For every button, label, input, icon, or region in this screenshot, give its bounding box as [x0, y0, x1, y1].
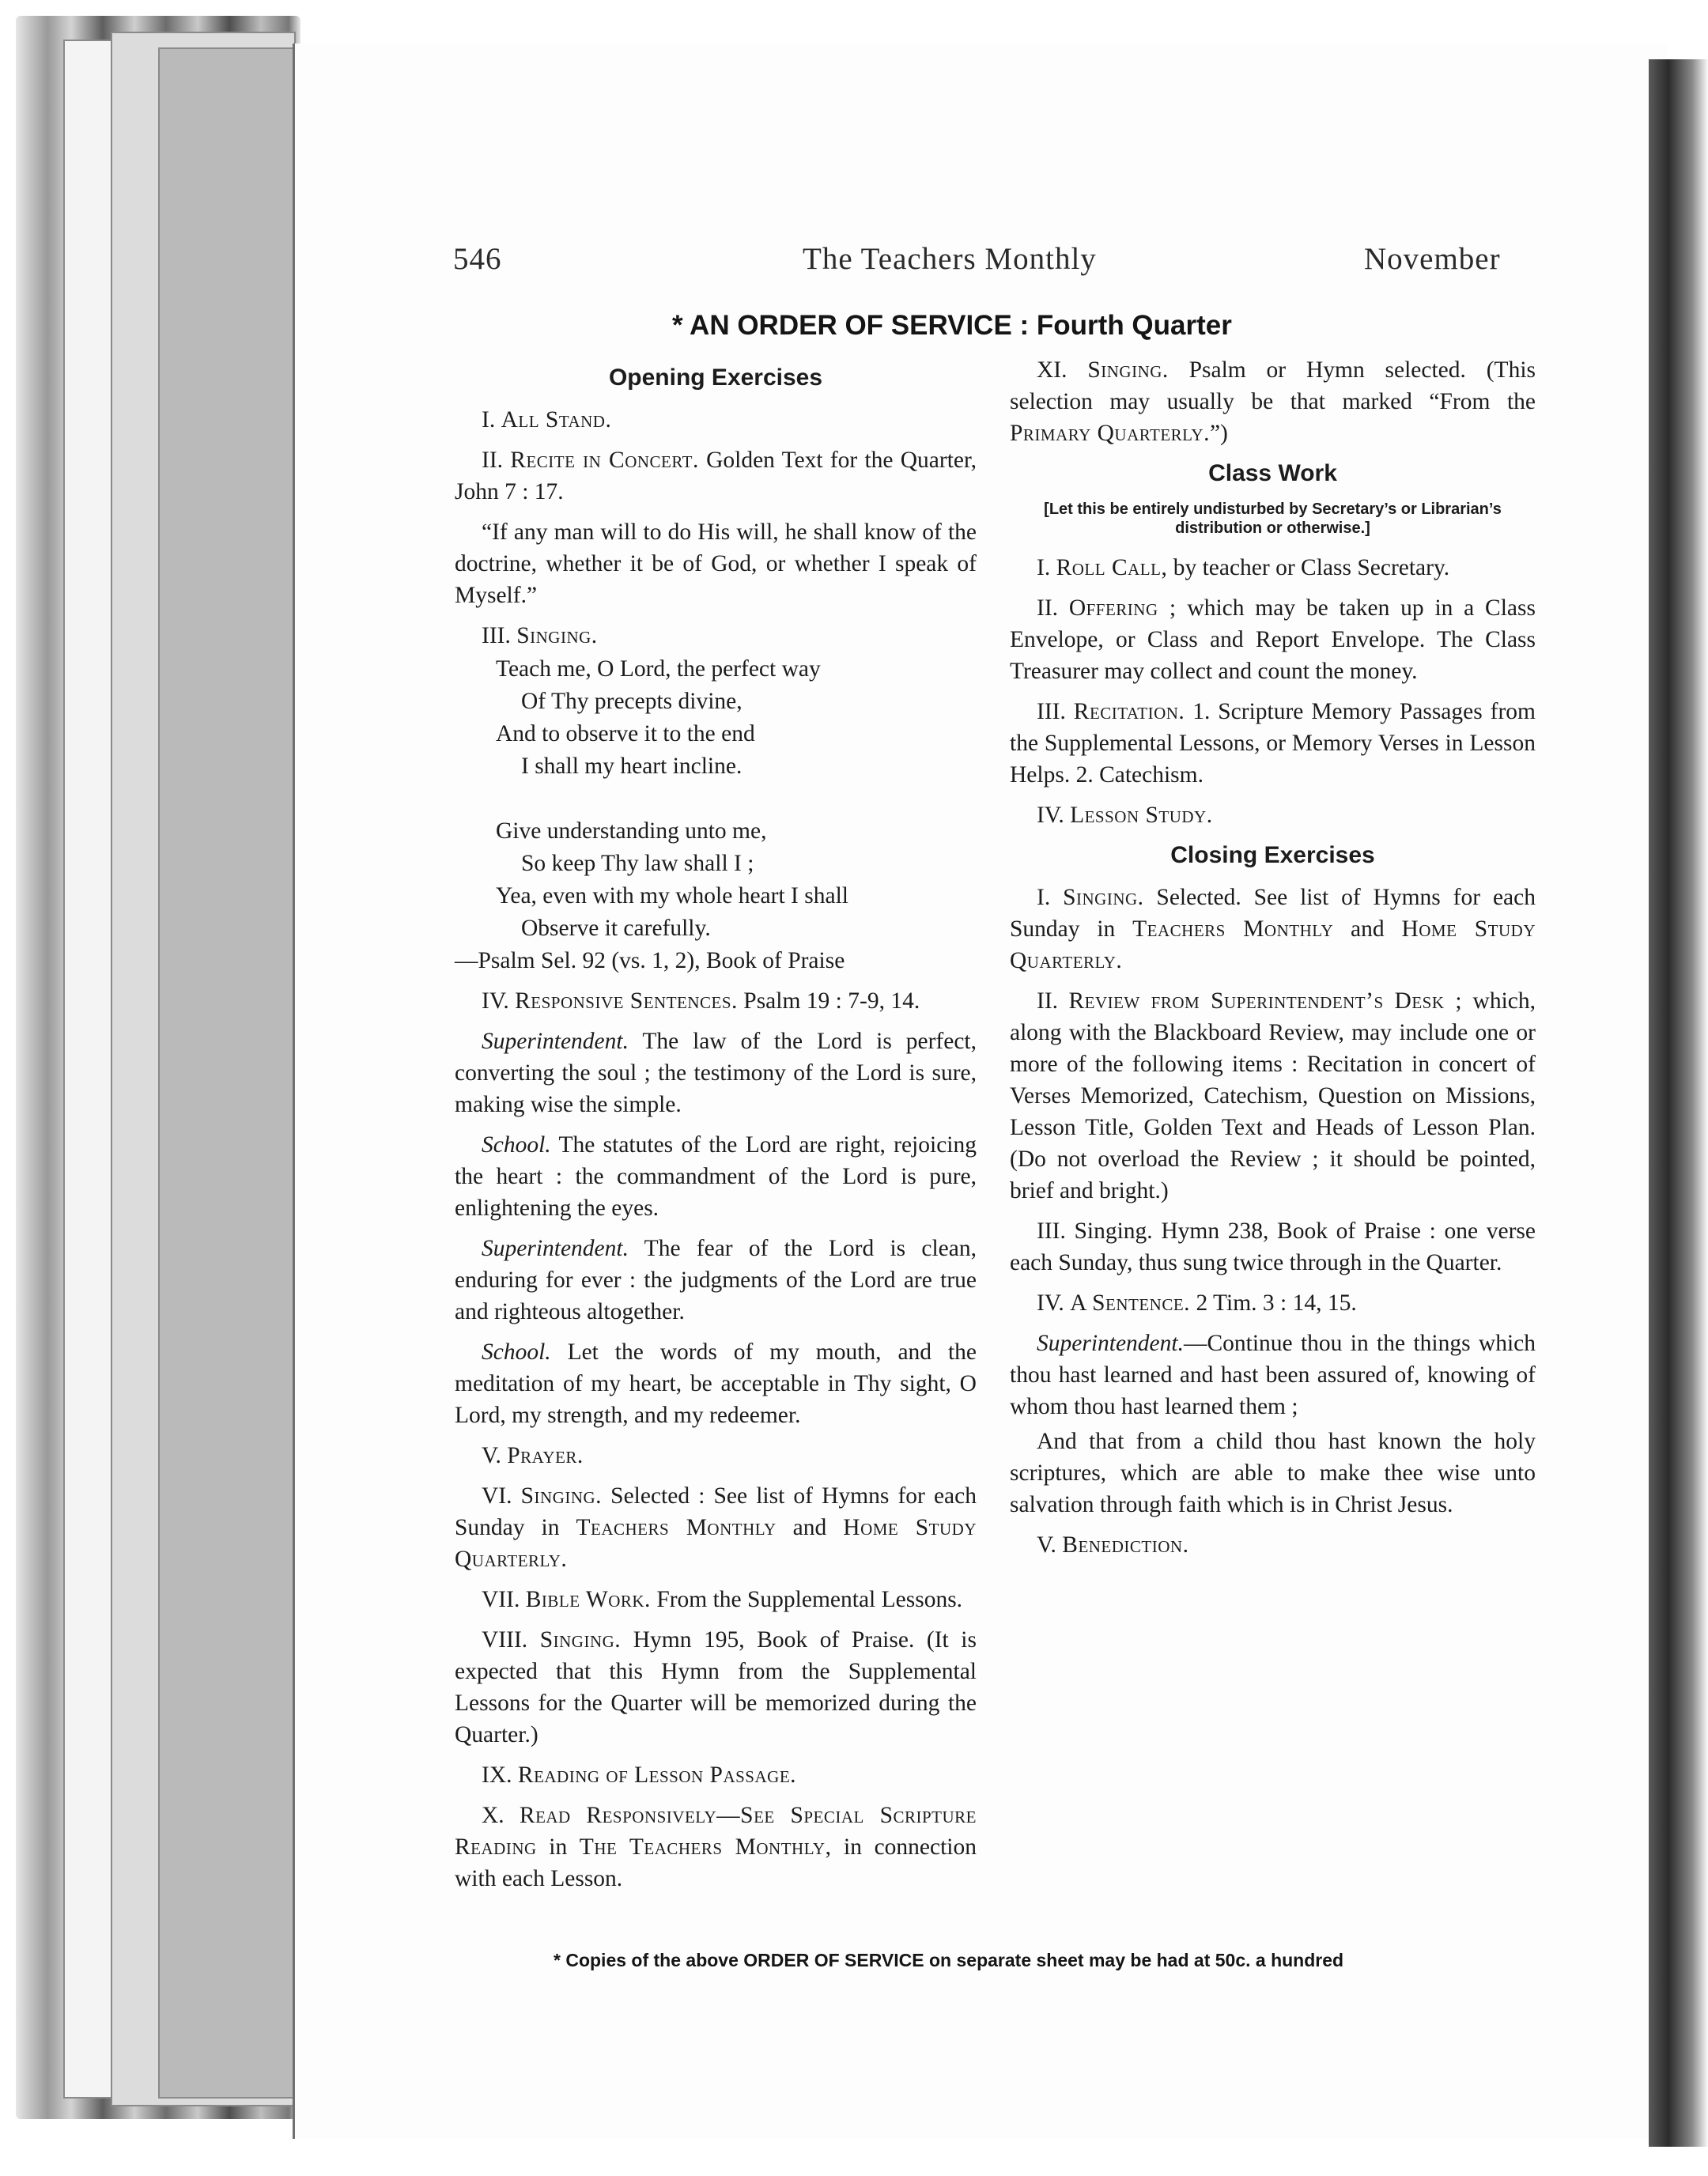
left-column	[455, 354, 977, 1903]
item-opening-v: V. Prayer.	[482, 1443, 584, 1468]
section-heading-classwork: Class Work	[1208, 460, 1337, 486]
footnote: * Copies of the above ORDER OF SERVICE on separate sheet may be had at 50c. a hundred	[554, 1950, 1344, 1970]
item-opening-iv: IV. Responsive Sentences. Psalm 19 : 7-9, 14.	[482, 988, 920, 1014]
running-month: November	[1364, 242, 1501, 276]
book-binding	[1649, 59, 1708, 2147]
classwork-note: [Let this be entirely undisturbed by Secretary’s or Librarian’s distribution or otherwise.]	[1044, 501, 1502, 537]
item-classwork-ii: II. Offering ; which may be taken up in a Class Envelope, or Class and Report Envelope. The Class Treasurer may collect and count the money.	[1010, 595, 1536, 684]
title-main: AN ORDER OF SERVICE :	[690, 310, 1037, 341]
item-closing-i: I. Singing. Selected. See list of Hymns for each Sunday in Teachers Monthly and Home Study Quarterly.	[1010, 885, 1536, 973]
item-opening-x: X. Read Responsively—See Special Scripture Reading in The Teachers Monthly, in connection with each Lesson.	[455, 1803, 977, 1891]
item-opening-xi: XI. Singing. Psalm or Hymn selected. (This selection may usually be that marked “From the Primary Quarterly.”)	[1010, 357, 1536, 446]
item-opening-i: I. All Stand.	[482, 407, 612, 433]
item-opening-vi: VI. Singing. Selected : See list of Hymns for each Sunday in Teachers Monthly and Home Study Quarterly.	[455, 1483, 977, 1572]
responsive-sentence: Superintendent. The law of the Lord is perfect, converting the soul ; the testimony of the Lord is sure, making wise the simple.	[455, 1029, 977, 1117]
item-opening-vii: VII. Bible Work. From the Supplemental Lessons.	[482, 1587, 963, 1612]
responsive-sentence: Superintendent. The fear of the Lord is clean, enduring for ever : the judgments of the Lord are true and righteous altogether.	[455, 1236, 977, 1324]
item-opening-viii: VIII. Singing. Hymn 195, Book of Praise. (It is expected that this Hymn from the Supplemental Lessons for the Quarter will be memorized during the Quarter.)	[455, 1627, 977, 1747]
section-heading-opening: Opening Exercises	[608, 365, 823, 391]
responsive-sentence: School. Let the words of my mouth, and the meditation of my heart, be acceptable in Thy sight, O Lord, my strength, and my redeemer.	[455, 1339, 977, 1428]
item-classwork-iv: IV. Lesson Study.	[1037, 803, 1213, 828]
scripture-sentence: And that from a child thou hast known the holy scriptures, which are able to make thee wise unto salvation through faith which is in Christ Jesus.	[1010, 1429, 1536, 1517]
item-classwork-i: I. Roll Call, by teacher or Class Secretary.	[1037, 555, 1450, 580]
item-closing-ii: II. Review from Superintendent’s Desk ; which, along with the Blackboard Review, may include one or more of the following items : Recitation in concert of Verses Memorized, Catechism, Question on Missions, Lesson Title, Golden Text and Heads of Lesson Plan. (Do not overload the Review ; it should be pointed, brief and bright.)	[1010, 988, 1536, 1203]
running-title: The Teachers Monthly	[803, 242, 1097, 276]
page-leaf	[158, 47, 312, 2099]
page-title	[672, 310, 1232, 342]
item-opening-ix: IX. Reading of Lesson Passage.	[482, 1762, 797, 1788]
item-classwork-iii: III. Recitation. 1. Scripture Memory Passages from the Supplemental Lessons, or Memory Verses in Lesson Helps. 2. Catechism.	[1010, 699, 1536, 788]
item-closing-v: V. Benediction.	[1037, 1532, 1189, 1558]
section-heading-closing: Closing Exercises	[1170, 842, 1375, 868]
page-number: 546	[453, 242, 502, 276]
scripture-sentence: Superintendent.—Continue thou in the things which thou hast learned and hast been assured of, knowing of whom thou hast learned them ;	[1010, 1331, 1536, 1419]
item-opening-ii: II. Recite in Concert. Golden Text for the Quarter, John 7 : 17.	[455, 448, 977, 504]
right-column	[1010, 354, 1536, 1570]
hymn-source: —Psalm Sel. 92 (vs. 1, 2), Book of Praise	[455, 948, 845, 973]
item-closing-iii: III. Singing. Hymn 238, Book of Praise : one verse each Sunday, thus sung twice through in the Quarter.	[1010, 1218, 1536, 1275]
title-asterisk: *	[672, 310, 690, 341]
title-sub: Fourth Quarter	[1036, 310, 1232, 341]
item-closing-iv: IV. A Sentence. 2 Tim. 3 : 14, 15.	[1037, 1290, 1357, 1316]
item-opening-iii: III. Singing.	[482, 623, 598, 648]
responsive-sentence: School. The statutes of the Lord are right, rejoicing the heart : the commandment of the Lord is pure, enlightening the eyes.	[455, 1132, 977, 1221]
golden-text: “If any man will to do His will, he shall know of the doctrine, whether it be of God, or whether I speak of Myself.”	[455, 519, 977, 608]
hymn-verse: Teach me, O Lord, the perfect way Of Thy precepts divine, And to observe it to the end I shall my heart incline. Give understanding unto me, So keep Thy law shall I ; Yea, even with my whole heart I shall Observe it carefully.	[496, 656, 848, 941]
